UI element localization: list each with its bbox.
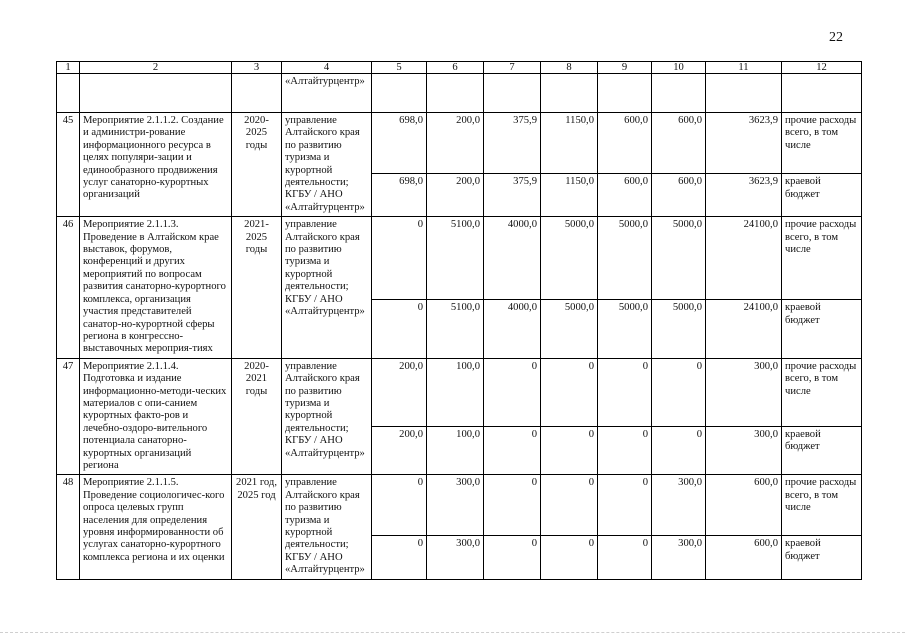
- funding-value: 0: [372, 300, 427, 359]
- program-measures-table: [56, 61, 862, 580]
- column-number: 6: [427, 62, 484, 74]
- funding-source: краевой бюджет: [782, 536, 862, 579]
- measure-number: 48: [57, 475, 80, 579]
- measure-executor: управление Алтайского края по развитию туризма и курортной деятельности; КГБУ / АНО «Алтайтурцентр»: [282, 217, 372, 358]
- measure-name: Мероприятие 2.1.1.3. Проведение в Алтайском крае выставок, форумов, конференций и других мероприятий по вопросам развития санаторно-курортного комплекса, организация участия представителей санатор-но-курортной сферы региона в конгрессно-выставочных мероприя-тиях: [80, 217, 232, 358]
- funding-source: краевой бюджет: [782, 300, 862, 359]
- funding-value: 0: [484, 536, 541, 579]
- funding-value: 24100,0: [706, 300, 782, 359]
- column-number: 5: [372, 62, 427, 74]
- funding-value: 4000,0: [484, 217, 541, 300]
- column-number: 2: [80, 62, 232, 74]
- funding-value: 100,0: [427, 358, 484, 426]
- funding-value: 0: [541, 475, 598, 536]
- page-number: 22: [829, 30, 843, 45]
- funding-value: 200,0: [427, 113, 484, 174]
- measure-period: 2020-2021 годы: [232, 358, 282, 475]
- measure-executor: управление Алтайского края по развитию туризма и курортной деятельности; КГБУ / АНО «Алтайтурцентр»: [282, 475, 372, 579]
- funding-source: прочие расходы всего, в том числе: [782, 113, 862, 174]
- funding-value: 0: [652, 358, 706, 426]
- funding-value: 0: [372, 536, 427, 579]
- measure-row: [57, 113, 862, 174]
- funding-value: 5100,0: [427, 300, 484, 359]
- funding-value: 0: [541, 358, 598, 426]
- column-number: 7: [484, 62, 541, 74]
- column-number: 4: [282, 62, 372, 74]
- funding-value: 0: [541, 427, 598, 475]
- measure-row: [57, 217, 862, 300]
- measure-name: Мероприятие 2.1.1.5. Проведение социологичес-кого опроса целевых групп населения для определения уровня информированности об услугах санаторно-курортного комплекса региона и их оценки: [80, 475, 232, 579]
- funding-value: 0: [372, 217, 427, 300]
- column-number: 11: [706, 62, 782, 74]
- funding-value: 200,0: [427, 174, 484, 217]
- measure-executor: управление Алтайского края по развитию туризма и курортной деятельности; КГБУ / АНО «Алтайтурцентр»: [282, 358, 372, 475]
- funding-value: 3623,9: [706, 113, 782, 174]
- funding-value: 0: [598, 536, 652, 579]
- measure-number: 45: [57, 113, 80, 217]
- measure-number: 46: [57, 217, 80, 358]
- funding-value: 300,0: [652, 536, 706, 579]
- funding-value: 3623,9: [706, 174, 782, 217]
- funding-value: 698,0: [372, 113, 427, 174]
- funding-value: 0: [598, 475, 652, 536]
- funding-source: прочие расходы всего, в том числе: [782, 475, 862, 536]
- funding-value: 1150,0: [541, 174, 598, 217]
- funding-value: 5100,0: [427, 217, 484, 300]
- funding-source: прочие расходы всего, в том числе: [782, 358, 862, 426]
- funding-value: 300,0: [652, 475, 706, 536]
- column-number: 1: [57, 62, 80, 74]
- measure-row: [57, 475, 862, 536]
- measure-number: 47: [57, 358, 80, 475]
- funding-value: 600,0: [706, 475, 782, 536]
- funding-value: 600,0: [598, 113, 652, 174]
- column-number: 3: [232, 62, 282, 74]
- continued-executor: «Алтайтурцентр»: [282, 74, 372, 113]
- funding-source: краевой бюджет: [782, 427, 862, 475]
- funding-value: 600,0: [652, 174, 706, 217]
- funding-value: 4000,0: [484, 300, 541, 359]
- funding-value: 200,0: [372, 358, 427, 426]
- funding-value: 0: [541, 536, 598, 579]
- funding-value: 200,0: [372, 427, 427, 475]
- funding-source: прочие расходы всего, в том числе: [782, 217, 862, 300]
- column-number-row: [57, 62, 862, 74]
- column-number: 12: [782, 62, 862, 74]
- funding-value: 24100,0: [706, 217, 782, 300]
- measure-period: 2021-2025 годы: [232, 217, 282, 358]
- funding-value: 5000,0: [598, 300, 652, 359]
- funding-value: 0: [484, 427, 541, 475]
- funding-value: 100,0: [427, 427, 484, 475]
- funding-value: 0: [598, 358, 652, 426]
- funding-value: 0: [484, 475, 541, 536]
- funding-value: 5000,0: [652, 300, 706, 359]
- funding-value: 600,0: [598, 174, 652, 217]
- funding-value: 1150,0: [541, 113, 598, 174]
- funding-value: 300,0: [706, 358, 782, 426]
- funding-value: 0: [652, 427, 706, 475]
- continuation-row: [57, 74, 862, 113]
- column-number: 8: [541, 62, 598, 74]
- measure-name: Мероприятие 2.1.1.4. Подготовка и издание информационно-методи-ческих материалов с опи-санием курортных факто-ров и лечебно-оздоро-вительного потенциала санаторно-курортных организаций региона: [80, 358, 232, 475]
- funding-value: 5000,0: [652, 217, 706, 300]
- funding-value: 0: [484, 358, 541, 426]
- column-number: 10: [652, 62, 706, 74]
- column-number: 9: [598, 62, 652, 74]
- measure-period: 2020-2025 годы: [232, 113, 282, 217]
- measure-period: 2021 год, 2025 год: [232, 475, 282, 579]
- page-edge-line: [0, 632, 905, 633]
- funding-value: 0: [598, 427, 652, 475]
- funding-value: 5000,0: [541, 300, 598, 359]
- funding-value: 375,9: [484, 174, 541, 217]
- measure-executor: управление Алтайского края по развитию туризма и курортной деятельности; КГБУ / АНО «Алтайтурцентр»: [282, 113, 372, 217]
- funding-value: 300,0: [706, 427, 782, 475]
- funding-value: 300,0: [427, 475, 484, 536]
- funding-value: 5000,0: [598, 217, 652, 300]
- funding-value: 0: [372, 475, 427, 536]
- measure-name: Мероприятие 2.1.1.2. Создание и администри-рование информационного ресурса в целях популяри-зации и единообразного продвижения услуг санаторно-курортных организаций: [80, 113, 232, 217]
- funding-value: 600,0: [652, 113, 706, 174]
- funding-value: 600,0: [706, 536, 782, 579]
- funding-value: 698,0: [372, 174, 427, 217]
- funding-value: 5000,0: [541, 217, 598, 300]
- funding-value: 300,0: [427, 536, 484, 579]
- measure-row: [57, 358, 862, 426]
- funding-value: 375,9: [484, 113, 541, 174]
- funding-source: краевой бюджет: [782, 174, 862, 217]
